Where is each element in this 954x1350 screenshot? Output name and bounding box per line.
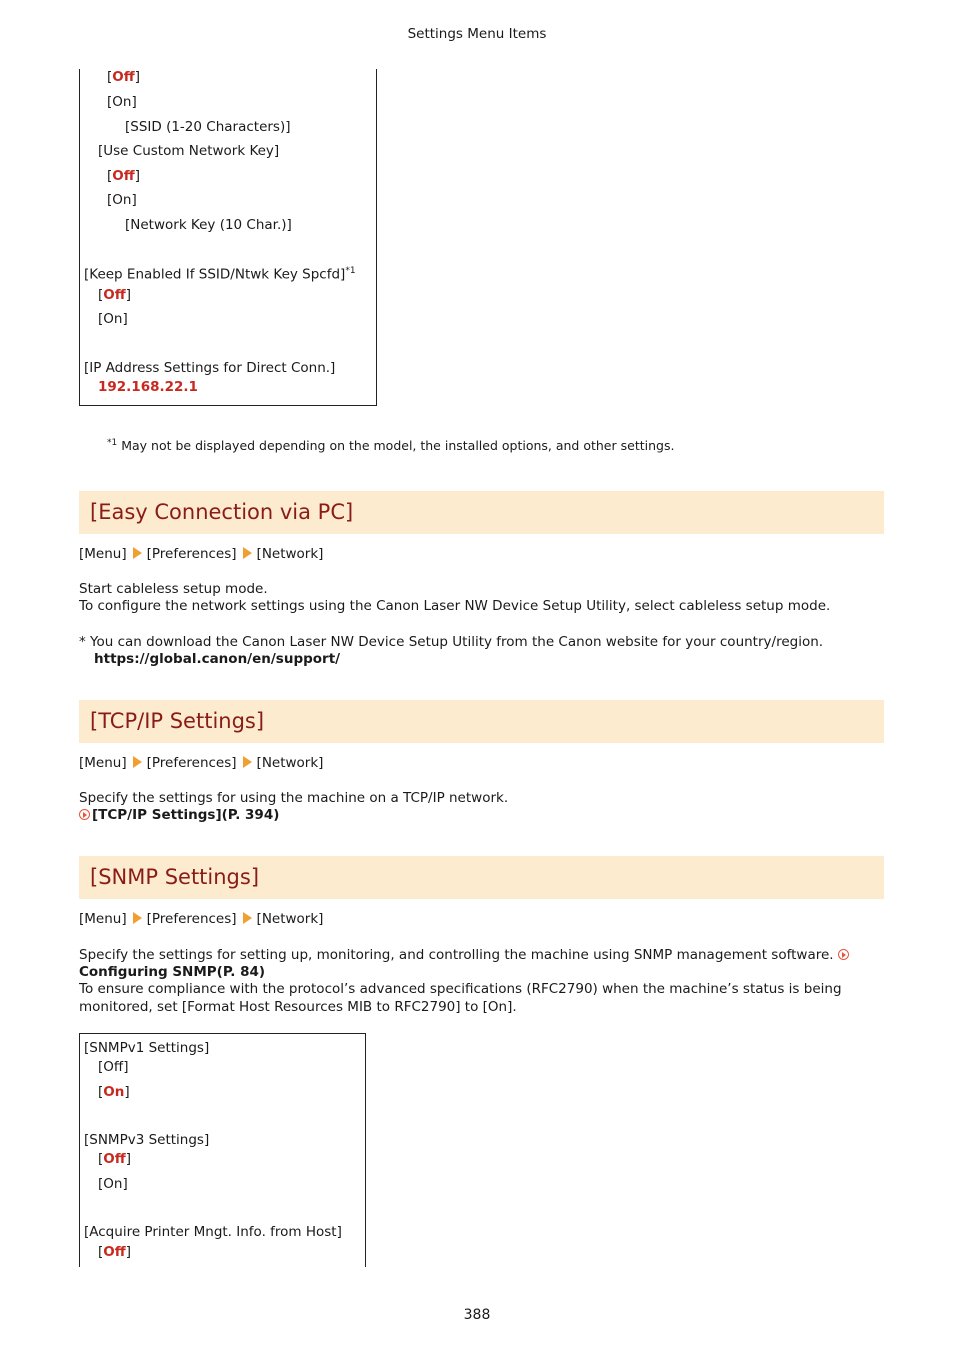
breadcrumb: [Menu] [Preferences] [Network] xyxy=(79,911,324,927)
snmpv3-setting: [SNMPv3 Settings] xyxy=(84,1132,210,1148)
ssid-setting: [SSID (1-20 Characters)] xyxy=(125,119,291,135)
body-text: To ensure compliance with the protocol’s advanced specifications (RFC2790) when the machine’s status is being xyxy=(79,981,842,997)
ip-address-value: 192.168.22.1 xyxy=(98,379,198,395)
breadcrumb: [Menu] [Preferences] [Network] xyxy=(79,755,324,771)
network-key-setting: [Network Key (10 Char.)] xyxy=(125,217,292,233)
link-arrow-icon xyxy=(79,809,90,820)
arrow-right-icon xyxy=(133,547,142,559)
option-on: [On] xyxy=(107,192,137,208)
section-heading-easy-connection: [Easy Connection via PC] xyxy=(79,491,884,534)
arrow-right-icon xyxy=(133,756,142,768)
body-text: monitored, set [Format Host Resources MIB to RFC2790] to [On]. xyxy=(79,999,517,1015)
arrow-right-icon xyxy=(133,912,142,924)
configuring-snmp-link[interactable]: Configuring SNMP(P. 84) xyxy=(79,964,266,980)
body-text: Specify the settings for using the machine on a TCP/IP network. xyxy=(79,790,509,806)
option-off: [Off] xyxy=(98,287,131,303)
option-off: [Off] xyxy=(107,168,140,184)
ip-address-setting: [IP Address Settings for Direct Conn.] xyxy=(84,360,336,376)
footnote: $^{*1}$ May not be displayed depending on the model, the installed options, and other settings. xyxy=(107,438,675,454)
option-on: [On] xyxy=(98,1084,130,1100)
body-text: Start cableless setup mode. xyxy=(79,581,268,597)
snmpv1-setting: [SNMPv1 Settings] xyxy=(84,1040,210,1056)
option-off: [Off] xyxy=(107,69,140,85)
section-heading-snmp: [SNMP Settings] xyxy=(79,856,884,899)
arrow-right-icon xyxy=(243,756,252,768)
option-on: [On] xyxy=(98,1176,128,1192)
option-off: [Off] xyxy=(98,1059,129,1075)
option-on: [On] xyxy=(107,94,137,110)
option-on: [On] xyxy=(98,311,128,327)
custom-network-key-setting: [Use Custom Network Key] xyxy=(98,143,280,159)
acquire-printer-info-setting: [Acquire Printer Mngt. Info. from Host] xyxy=(84,1224,342,1240)
arrow-right-icon xyxy=(243,912,252,924)
link-arrow-icon xyxy=(838,949,849,960)
breadcrumb: [Menu] [Preferences] [Network] xyxy=(79,546,324,562)
section-heading-tcpip: [TCP/IP Settings] xyxy=(79,700,884,743)
body-text: Specify the settings for setting up, monitoring, and controlling the machine using SNMP management software. xyxy=(79,947,851,963)
note-text: * You can download the Canon Laser NW Device Setup Utility from the Canon website for your country/region. xyxy=(79,634,824,650)
page-header-title: Settings Menu Items xyxy=(407,26,547,42)
body-text: To configure the network settings using the Canon Laser NW Device Setup Utility, select cableless setup mode. xyxy=(79,598,831,614)
support-url-link[interactable]: https://global.canon/en/support/ xyxy=(94,651,341,667)
option-off: [Off] xyxy=(98,1244,131,1260)
arrow-right-icon xyxy=(243,547,252,559)
option-off: [Off] xyxy=(98,1151,131,1167)
tcpip-settings-link[interactable]: [TCP/IP Settings](P. 394) xyxy=(79,807,279,823)
page-number: 388 xyxy=(463,1307,491,1323)
keep-enabled-setting: [Keep Enabled If SSID/Ntwk Key Spcfd]$^{*1}$ xyxy=(84,266,356,283)
